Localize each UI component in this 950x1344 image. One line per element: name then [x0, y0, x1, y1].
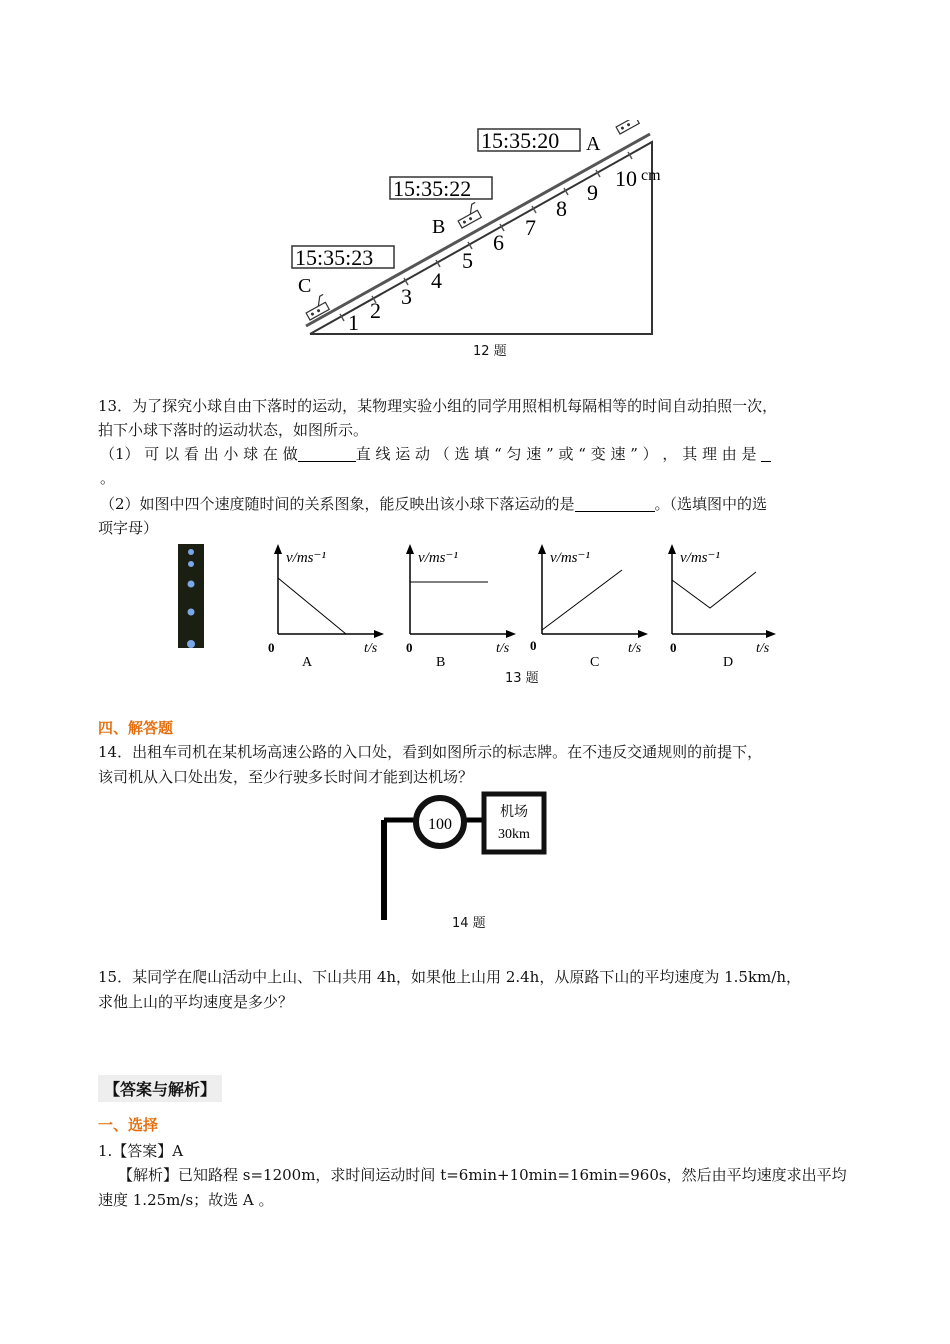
answer-1: 1.【答案】A [98, 1142, 184, 1160]
graph-d-ylabel: v/ms⁻¹ [680, 550, 720, 566]
q13-p1-a: （1） 可 以 看 出 小 球 在 做 [100, 445, 298, 463]
label-a: A [586, 133, 601, 155]
graph-a [268, 544, 384, 670]
traffic-sign-diagram [378, 786, 550, 926]
graph-c [530, 544, 648, 670]
time-c: 15:35:23 [295, 245, 374, 270]
q13-blank-2[interactable] [761, 445, 771, 462]
section-4-heading: 四、解答题 [98, 719, 174, 737]
scale-10: 10 [615, 166, 637, 191]
cart-a-icon [612, 120, 641, 134]
graph-a-ylabel: v/ms⁻¹ [286, 550, 326, 566]
scale-4: 4 [431, 268, 442, 293]
q13-line2: 拍下小球下落时的运动状态，如图所示。 [98, 421, 369, 439]
graph-b [406, 544, 516, 670]
q15-line1: 15．某同学在爬山活动中上山、下山共用 4h，如果他上山用 2.4h，从原路下山的平均速度为 1.5km/h， [98, 968, 801, 986]
q13-line1: 13．为了探究小球自由下落时的运动，某物理实验小组的同学用照相机每隔相等的时间自动拍照一次， [98, 397, 778, 415]
scale-1: 1 [348, 310, 359, 335]
q14-line2: 该司机从入口处出发，至少行驶多长时间才能到达机场？ [98, 768, 474, 786]
graph-d-xlabel: t/s [756, 641, 770, 656]
graph-b-ylabel: v/ms⁻¹ [418, 550, 458, 566]
q13-p2-a: （2）如图中四个速度随时间的关系图象，能反映出该小球下落运动的是 [100, 495, 575, 513]
graph-c-label: C [590, 655, 600, 670]
scale-3: 3 [401, 284, 412, 309]
q13-p1-b: 直 线 运 动 （ 选 填 “ 匀 速 ” 或 “ 变 速 ” ） ， 其 理 由 是 [355, 445, 757, 463]
q13-blank-1[interactable] [298, 445, 356, 462]
time-b: 15:35:22 [393, 176, 472, 201]
scale-7: 7 [525, 215, 536, 240]
incline-outline [310, 142, 652, 334]
graph-b-xlabel: t/s [496, 641, 510, 656]
q13-part1 [100, 442, 771, 467]
graph-a-label: A [302, 655, 313, 670]
graph-c-origin: 0 [530, 638, 537, 653]
cart-b-icon [454, 202, 483, 228]
scale-2: 2 [370, 298, 381, 323]
label-b: B [432, 216, 446, 238]
graph-b-origin: 0 [406, 640, 413, 655]
figure-13 [170, 538, 790, 678]
scale-5: 5 [462, 248, 473, 273]
speed-limit-value: 100 [428, 816, 452, 833]
label-c: C [298, 275, 312, 297]
q14-line1: 14．出租车司机在某机场高速公路的入口处，看到如图所示的标志牌。在不违反交通规则的前提下， [98, 743, 763, 761]
scale-9: 9 [587, 180, 598, 205]
answers-section-1: 一、选择 [98, 1116, 159, 1134]
incline-diagram [280, 120, 680, 365]
graph-d-label: D [723, 655, 734, 670]
q13-p2-b: 。（选填图中的选 [654, 495, 768, 513]
graph-d-origin: 0 [670, 640, 677, 655]
graph-d [668, 544, 776, 670]
graph-b-label: B [436, 655, 446, 670]
time-a: 15:35:20 [481, 128, 560, 153]
q15-line2: 求他上山的平均速度是多少？ [98, 993, 294, 1011]
q13-p2-c: 项字母） [98, 519, 159, 537]
scale-6: 6 [493, 230, 504, 255]
graph-c-ylabel: v/ms⁻¹ [550, 550, 590, 566]
answers-banner: 【答案与解析】 [98, 1075, 222, 1102]
answer-1-expl-line2: 速度 1.25m/s；故选 A 。 [98, 1191, 274, 1209]
figure-12 [280, 120, 680, 365]
q13-blank-3[interactable] [575, 495, 655, 512]
figure-14 [378, 786, 550, 926]
answer-1-expl-line1: 【解析】已知路程 s=1200m，求时间运动时间 t=6min+10min=16min=960s，然后由平均速度求出平均 [118, 1166, 847, 1184]
q13-p1-end: 。 [100, 469, 116, 487]
destination-name: 机场 [500, 805, 528, 820]
destination-sign [484, 794, 544, 852]
fig14-caption: 14 题 [452, 916, 486, 931]
fig12-caption: 12 题 [473, 344, 507, 359]
graph-c-xlabel: t/s [628, 641, 642, 656]
fig13-caption: 13 题 [505, 671, 539, 686]
q13-part2 [100, 492, 767, 517]
graph-a-xlabel: t/s [364, 641, 378, 656]
graph-a-origin: 0 [268, 640, 275, 655]
destination-distance: 30km [498, 827, 530, 842]
falling-ball-photo [178, 544, 204, 648]
incline-track [306, 134, 650, 326]
scale-8: 8 [556, 196, 567, 221]
scale-unit: cm [641, 167, 661, 184]
